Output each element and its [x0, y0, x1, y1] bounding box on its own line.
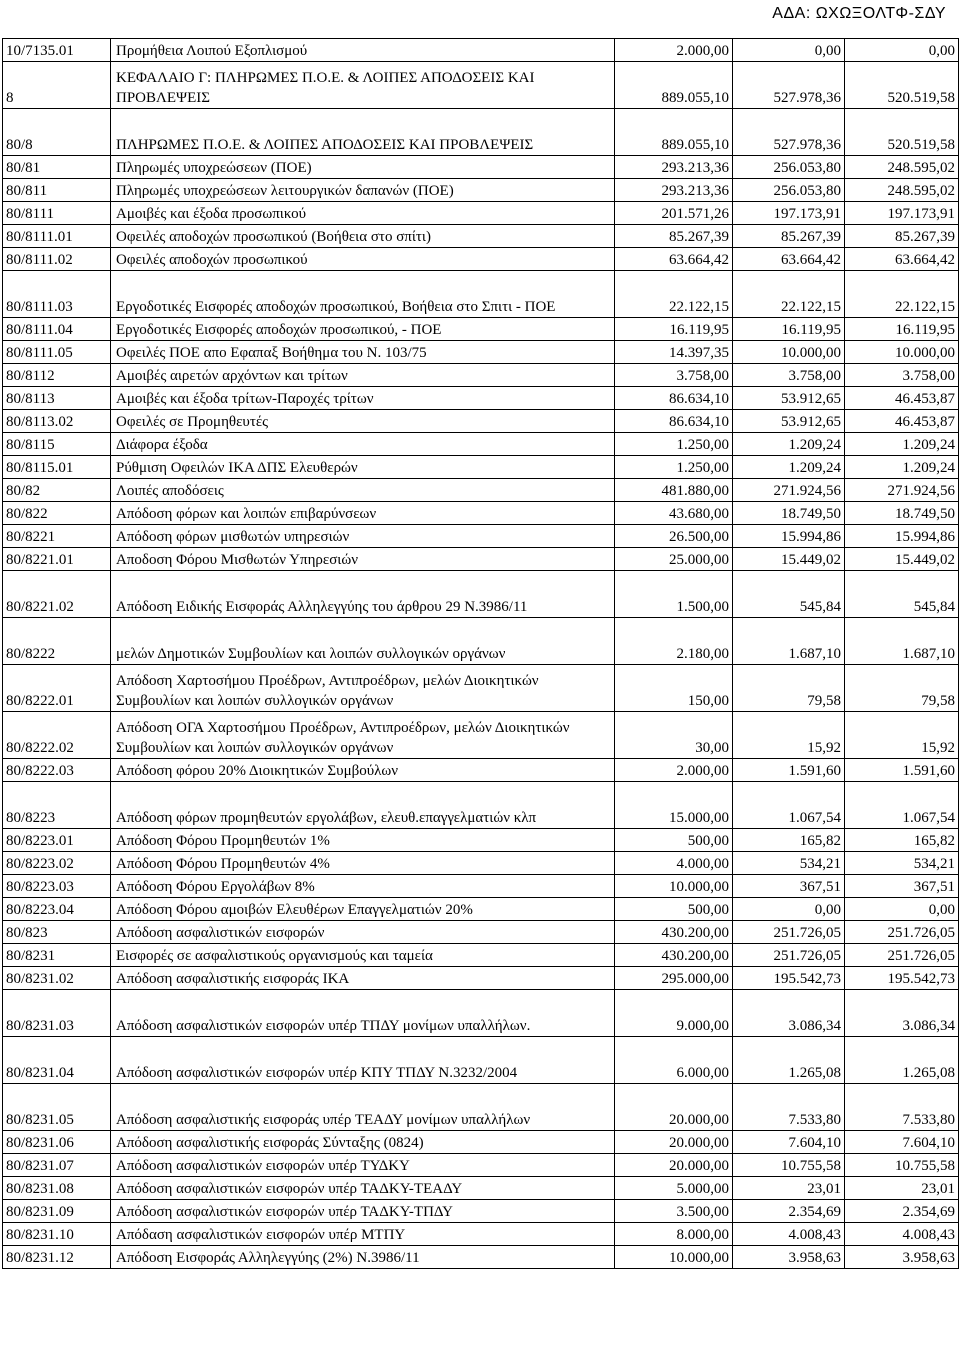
committed-amount: 3.958,63	[733, 1246, 845, 1269]
paid-amount: 520.519,58	[845, 62, 959, 109]
budgeted-amount: 293.213,36	[615, 156, 733, 179]
budgeted-amount: 201.571,26	[615, 202, 733, 225]
ada-header: ΑΔΑ: ΩΧΩΞΟΛΤΦ-ΣΔΥ	[772, 5, 946, 22]
committed-amount: 7.604,10	[733, 1131, 845, 1154]
account-description: Οφειλές αποδοχών προσωπικού	[111, 248, 615, 271]
account-description: Απόδοση φόρου 20% Διοικητικών Συμβούλων	[111, 759, 615, 782]
table-row	[3, 665, 959, 712]
table-row	[3, 898, 959, 921]
paid-amount: 3.758,00	[845, 364, 959, 387]
committed-amount: 0,00	[733, 898, 845, 921]
table-row	[3, 759, 959, 782]
committed-amount: 197.173,91	[733, 202, 845, 225]
table-row	[3, 39, 959, 62]
account-code: 80/8111	[3, 202, 111, 225]
committed-amount: 251.726,05	[733, 944, 845, 967]
committed-amount: 1.687,10	[733, 618, 845, 665]
account-description: Απόδοση ασφαλιστικών εισφορών υπέρ ΤΠΔΥ μονίμων υπαλλήλων.	[111, 990, 615, 1037]
paid-amount: 1.591,60	[845, 759, 959, 782]
account-description: Απόδοση ασφαλιστικών εισφορών υπέρ ΤΥΔΚΥ	[111, 1154, 615, 1177]
account-code: 80/8223.02	[3, 852, 111, 875]
committed-amount: 23,01	[733, 1177, 845, 1200]
account-code: 80/8113	[3, 387, 111, 410]
account-description: Λοιπές αποδόσεις	[111, 479, 615, 502]
committed-amount: 79,58	[733, 665, 845, 712]
committed-amount: 7.533,80	[733, 1084, 845, 1131]
committed-amount: 1.265,08	[733, 1037, 845, 1084]
account-description: Απόδοση ασφαλιστικών εισφορών υπέρ ΚΠΥ ΤΠΔΥ Ν.3232/2004	[111, 1037, 615, 1084]
table-row	[3, 852, 959, 875]
budgeted-amount: 86.634,10	[615, 410, 733, 433]
account-code: 80/8231.04	[3, 1037, 111, 1084]
account-code: 80/8221	[3, 525, 111, 548]
paid-amount: 7.533,80	[845, 1084, 959, 1131]
budgeted-amount: 481.880,00	[615, 479, 733, 502]
account-description: Διάφορα έξοδα	[111, 433, 615, 456]
table-row	[3, 410, 959, 433]
budgeted-amount: 3.500,00	[615, 1200, 733, 1223]
account-code: 80/823	[3, 921, 111, 944]
account-description: Αμοιβές και έξοδα προσωπικού	[111, 202, 615, 225]
committed-amount: 15.994,86	[733, 525, 845, 548]
account-code: 80/8111.04	[3, 318, 111, 341]
paid-amount: 1.209,24	[845, 456, 959, 479]
account-code: 10/7135.01	[3, 39, 111, 62]
paid-amount: 1.265,08	[845, 1037, 959, 1084]
committed-amount: 53.912,65	[733, 410, 845, 433]
account-description: Προμήθεια Λοιπού Εξοπλισμού	[111, 39, 615, 62]
committed-amount: 3.758,00	[733, 364, 845, 387]
budgeted-amount: 15.000,00	[615, 782, 733, 829]
budgeted-amount: 2.000,00	[615, 759, 733, 782]
committed-amount: 63.664,42	[733, 248, 845, 271]
budget-table-body	[3, 39, 959, 1269]
budgeted-amount: 14.397,35	[615, 341, 733, 364]
committed-amount: 16.119,95	[733, 318, 845, 341]
budgeted-amount: 10.000,00	[615, 875, 733, 898]
account-description: Απόδοση ασφαλιστικής εισφοράς υπέρ ΤΕΑΔΥ μονίμων υπαλλήλων	[111, 1084, 615, 1131]
paid-amount: 63.664,42	[845, 248, 959, 271]
account-description: Απόδοση φόρων προμηθευτών εργολάβων, ελευθ.επαγγελματιών κλπ	[111, 782, 615, 829]
budgeted-amount: 63.664,42	[615, 248, 733, 271]
paid-amount: 16.119,95	[845, 318, 959, 341]
committed-amount: 1.209,24	[733, 433, 845, 456]
paid-amount: 4.008,43	[845, 1223, 959, 1246]
account-description: Αμοιβές και έξοδα τρίτων-Παροχές τρίτων	[111, 387, 615, 410]
account-description: Αποδοση Φόρου Μισθωτών Υπηρεσιών	[111, 548, 615, 571]
committed-amount: 527.978,36	[733, 109, 845, 156]
table-row	[3, 1037, 959, 1084]
committed-amount: 2.354,69	[733, 1200, 845, 1223]
paid-amount: 46.453,87	[845, 387, 959, 410]
paid-amount: 534,21	[845, 852, 959, 875]
account-code: 80/8223	[3, 782, 111, 829]
account-code: 80/8231.09	[3, 1200, 111, 1223]
table-row	[3, 271, 959, 318]
paid-amount: 15.994,86	[845, 525, 959, 548]
committed-amount: 527.978,36	[733, 62, 845, 109]
committed-amount: 1.209,24	[733, 456, 845, 479]
account-description: Απόδοση Φόρου Προμηθευτών 1%	[111, 829, 615, 852]
paid-amount: 15.449,02	[845, 548, 959, 571]
account-description: Απόδοση Φόρου αμοιβών Ελευθέρων Επαγγελματιών 20%	[111, 898, 615, 921]
committed-amount: 1.067,54	[733, 782, 845, 829]
paid-amount: 248.595,02	[845, 156, 959, 179]
table-row	[3, 782, 959, 829]
account-code: 80/8111.03	[3, 271, 111, 318]
committed-amount: 3.086,34	[733, 990, 845, 1037]
paid-amount: 85.267,39	[845, 225, 959, 248]
paid-amount: 165,82	[845, 829, 959, 852]
committed-amount: 165,82	[733, 829, 845, 852]
table-row	[3, 618, 959, 665]
account-code: 80/8223.04	[3, 898, 111, 921]
budgeted-amount: 43.680,00	[615, 502, 733, 525]
paid-amount: 0,00	[845, 898, 959, 921]
paid-amount: 248.595,02	[845, 179, 959, 202]
account-code: 80/8231.10	[3, 1223, 111, 1246]
account-description: Απόδοση Φόρου Προμηθευτών 4%	[111, 852, 615, 875]
budgeted-amount: 293.213,36	[615, 179, 733, 202]
account-description: Απόδοση ασφαλιστικών εισφορών	[111, 921, 615, 944]
table-row	[3, 829, 959, 852]
account-description: Πληρωμές υποχρεώσεων (ΠΟΕ)	[111, 156, 615, 179]
table-row	[3, 875, 959, 898]
account-description: Οφειλές σε Προμηθευτές	[111, 410, 615, 433]
paid-amount: 7.604,10	[845, 1131, 959, 1154]
paid-amount: 520.519,58	[845, 109, 959, 156]
committed-amount: 10.755,58	[733, 1154, 845, 1177]
account-description: Εισφορές σε ασφαλιστικούς οργανισμούς και ταμεία	[111, 944, 615, 967]
committed-amount: 256.053,80	[733, 156, 845, 179]
budgeted-amount: 500,00	[615, 829, 733, 852]
account-description: Απόδοση Εισφοράς Αλληλεγγύης (2%) Ν.3986/11	[111, 1246, 615, 1269]
committed-amount: 1.591,60	[733, 759, 845, 782]
account-code: 80/82	[3, 479, 111, 502]
budgeted-amount: 20.000,00	[615, 1084, 733, 1131]
committed-amount: 15.449,02	[733, 548, 845, 571]
paid-amount: 10.755,58	[845, 1154, 959, 1177]
account-description: Απόδοση ασφαλιστικής εισφοράς Σύνταξης (0824)	[111, 1131, 615, 1154]
budgeted-amount: 10.000,00	[615, 1246, 733, 1269]
budgeted-amount: 500,00	[615, 898, 733, 921]
committed-amount: 15,92	[733, 712, 845, 759]
paid-amount: 2.354,69	[845, 1200, 959, 1223]
table-row	[3, 456, 959, 479]
budgeted-amount: 430.200,00	[615, 944, 733, 967]
account-code: 80/8111.01	[3, 225, 111, 248]
account-code: 80/8231.12	[3, 1246, 111, 1269]
budgeted-amount: 86.634,10	[615, 387, 733, 410]
committed-amount: 18.749,50	[733, 502, 845, 525]
paid-amount: 545,84	[845, 571, 959, 618]
account-description: Πληρωμές υποχρεώσεων λειτουργικών δαπανών (ΠΟΕ)	[111, 179, 615, 202]
account-code: 80/8222.01	[3, 665, 111, 712]
account-code: 80/8222.02	[3, 712, 111, 759]
table-row	[3, 387, 959, 410]
account-code: 80/822	[3, 502, 111, 525]
account-description: Απόδοση ασφαλιστικής εισφοράς ΙΚΑ	[111, 967, 615, 990]
account-code: 80/8223.01	[3, 829, 111, 852]
paid-amount: 1.067,54	[845, 782, 959, 829]
paid-amount: 195.542,73	[845, 967, 959, 990]
table-row	[3, 967, 959, 990]
budgeted-amount: 26.500,00	[615, 525, 733, 548]
budgeted-amount: 85.267,39	[615, 225, 733, 248]
account-description: Εργοδοτικές Εισφορές αποδοχών προσωπικού, - ΠΟΕ	[111, 318, 615, 341]
budgeted-amount: 22.122,15	[615, 271, 733, 318]
account-code: 80/8115	[3, 433, 111, 456]
table-row	[3, 571, 959, 618]
table-row	[3, 62, 959, 109]
budgeted-amount: 1.500,00	[615, 571, 733, 618]
table-row	[3, 1246, 959, 1269]
account-description: Απόδοση Φόρου Εργολάβων 8%	[111, 875, 615, 898]
committed-amount: 85.267,39	[733, 225, 845, 248]
paid-amount: 1.687,10	[845, 618, 959, 665]
budgeted-amount: 8.000,00	[615, 1223, 733, 1246]
account-description: Ρύθμιση Οφειλών ΙΚΑ ΔΠΣ Ελευθερών	[111, 456, 615, 479]
account-code: 80/8111.02	[3, 248, 111, 271]
account-code: 80/8221.01	[3, 548, 111, 571]
table-row	[3, 1177, 959, 1200]
account-code: 80/8113.02	[3, 410, 111, 433]
paid-amount: 1.209,24	[845, 433, 959, 456]
account-code: 80/811	[3, 179, 111, 202]
budgeted-amount: 430.200,00	[615, 921, 733, 944]
budgeted-amount: 1.250,00	[615, 456, 733, 479]
paid-amount: 18.749,50	[845, 502, 959, 525]
paid-amount: 79,58	[845, 665, 959, 712]
budgeted-amount: 295.000,00	[615, 967, 733, 990]
account-description: μελών Δημοτικών Συμβουλίων και λοιπών συλλογικών οργάνων	[111, 618, 615, 665]
committed-amount: 367,51	[733, 875, 845, 898]
account-code: 80/8115.01	[3, 456, 111, 479]
budgeted-amount: 4.000,00	[615, 852, 733, 875]
table-row	[3, 433, 959, 456]
account-code: 80/8231	[3, 944, 111, 967]
paid-amount: 251.726,05	[845, 944, 959, 967]
table-row	[3, 921, 959, 944]
account-description: Οφειλές αποδοχών προσωπικού (Βοήθεια στο σπίτι)	[111, 225, 615, 248]
table-row	[3, 1154, 959, 1177]
table-row	[3, 479, 959, 502]
budgeted-amount: 9.000,00	[615, 990, 733, 1037]
account-description: Απόδαση ασφαλιστικών εισφορών υπέρ ΜΤΠΥ	[111, 1223, 615, 1246]
committed-amount: 534,21	[733, 852, 845, 875]
budgeted-amount: 150,00	[615, 665, 733, 712]
budgeted-amount: 20.000,00	[615, 1131, 733, 1154]
table-row	[3, 944, 959, 967]
budgeted-amount: 16.119,95	[615, 318, 733, 341]
table-row	[3, 1131, 959, 1154]
paid-amount: 0,00	[845, 39, 959, 62]
committed-amount: 0,00	[733, 39, 845, 62]
budgeted-amount: 25.000,00	[615, 548, 733, 571]
table-row	[3, 1084, 959, 1131]
table-row	[3, 502, 959, 525]
account-code: 80/8	[3, 109, 111, 156]
table-row	[3, 248, 959, 271]
account-description: Απόδοση Χαρτοσήμου Προέδρων, Αντιπροέδρων, μελών Διοικητικών Συμβουλίων και λοιπών συλλογικών οργάνων	[111, 665, 615, 712]
budgeted-amount: 2.000,00	[615, 39, 733, 62]
table-row	[3, 525, 959, 548]
budgeted-amount: 1.250,00	[615, 433, 733, 456]
budgeted-amount: 889.055,10	[615, 62, 733, 109]
account-code: 8	[3, 62, 111, 109]
account-code: 80/81	[3, 156, 111, 179]
paid-amount: 367,51	[845, 875, 959, 898]
table-row	[3, 990, 959, 1037]
table-row	[3, 1223, 959, 1246]
table-row	[3, 364, 959, 387]
table-row	[3, 179, 959, 202]
budgeted-amount: 889.055,10	[615, 109, 733, 156]
paid-amount: 23,01	[845, 1177, 959, 1200]
committed-amount: 4.008,43	[733, 1223, 845, 1246]
account-description: Απόδοση ασφαλιστικών εισφορών υπέρ ΤΑΔΚΥ-ΤΠΔΥ	[111, 1200, 615, 1223]
paid-amount: 197.173,91	[845, 202, 959, 225]
account-code: 80/8222	[3, 618, 111, 665]
table-row	[3, 318, 959, 341]
table-row	[3, 109, 959, 156]
table-row	[3, 712, 959, 759]
paid-amount: 271.924,56	[845, 479, 959, 502]
account-description: Εργοδοτικές Εισφορές αποδοχών προσωπικού, Βοήθεια στο Σπιτι - ΠΟΕ	[111, 271, 615, 318]
account-code: 80/8231.06	[3, 1131, 111, 1154]
budgeted-amount: 20.000,00	[615, 1154, 733, 1177]
account-code: 80/8221.02	[3, 571, 111, 618]
committed-amount: 195.542,73	[733, 967, 845, 990]
budget-table	[2, 38, 959, 1269]
committed-amount: 22.122,15	[733, 271, 845, 318]
account-code: 80/8231.02	[3, 967, 111, 990]
account-description: Οφειλές ΠΟΕ απο Εφαπαξ Βοήθημα του Ν. 103/75	[111, 341, 615, 364]
budgeted-amount: 3.758,00	[615, 364, 733, 387]
account-description: Απόδοση φόρων μισθωτών υπηρεσιών	[111, 525, 615, 548]
budgeted-amount: 5.000,00	[615, 1177, 733, 1200]
table-row	[3, 1200, 959, 1223]
account-description: ΚΕΦΑΛΑΙΟ Γ: ΠΛΗΡΩΜΕΣ Π.Ο.Ε. & ΛΟΙΠΕΣ ΑΠΟΔΟΣΕΙΣ ΚΑΙ ΠΡΟΒΛΕΨΕΙΣ	[111, 62, 615, 109]
account-code: 80/8223.03	[3, 875, 111, 898]
account-description: Αμοιβές αιρετών αρχόντων και τρίτων	[111, 364, 615, 387]
committed-amount: 53.912,65	[733, 387, 845, 410]
account-description: Απόδοση ασφαλιστικών εισφορών υπέρ ΤΑΔΚΥ-ΤΕΑΔΥ	[111, 1177, 615, 1200]
table-row	[3, 156, 959, 179]
paid-amount: 22.122,15	[845, 271, 959, 318]
paid-amount: 46.453,87	[845, 410, 959, 433]
account-description: Απόδοση ΟΓΑ Χαρτοσήμου Προέδρων, Αντιπροέδρων, μελών Διοικητικών Συμβουλίων και λοιπών συλλογικών οργάνων	[111, 712, 615, 759]
table-row	[3, 225, 959, 248]
account-code: 80/8231.05	[3, 1084, 111, 1131]
committed-amount: 545,84	[733, 571, 845, 618]
paid-amount: 3.086,34	[845, 990, 959, 1037]
paid-amount: 15,92	[845, 712, 959, 759]
account-code: 80/8231.08	[3, 1177, 111, 1200]
account-description: ΠΛΗΡΩΜΕΣ Π.Ο.Ε. & ΛΟΙΠΕΣ ΑΠΟΔΟΣΕΙΣ ΚΑΙ ΠΡΟΒΛΕΨΕΙΣ	[111, 109, 615, 156]
paid-amount: 251.726,05	[845, 921, 959, 944]
paid-amount: 3.958,63	[845, 1246, 959, 1269]
table-row	[3, 341, 959, 364]
account-description: Απόδοση φόρων και λοιπών επιβαρύνσεων	[111, 502, 615, 525]
account-description: Απόδοση Ειδικής Εισφοράς Αλληλεγγύης του άρθρου 29 Ν.3986/11	[111, 571, 615, 618]
committed-amount: 256.053,80	[733, 179, 845, 202]
budgeted-amount: 6.000,00	[615, 1037, 733, 1084]
committed-amount: 251.726,05	[733, 921, 845, 944]
budgeted-amount: 2.180,00	[615, 618, 733, 665]
table-row	[3, 202, 959, 225]
table-row	[3, 548, 959, 571]
account-code: 80/8111.05	[3, 341, 111, 364]
account-code: 80/8112	[3, 364, 111, 387]
committed-amount: 271.924,56	[733, 479, 845, 502]
account-code: 80/8231.03	[3, 990, 111, 1037]
paid-amount: 10.000,00	[845, 341, 959, 364]
account-code: 80/8231.07	[3, 1154, 111, 1177]
committed-amount: 10.000,00	[733, 341, 845, 364]
budgeted-amount: 30,00	[615, 712, 733, 759]
account-code: 80/8222.03	[3, 759, 111, 782]
